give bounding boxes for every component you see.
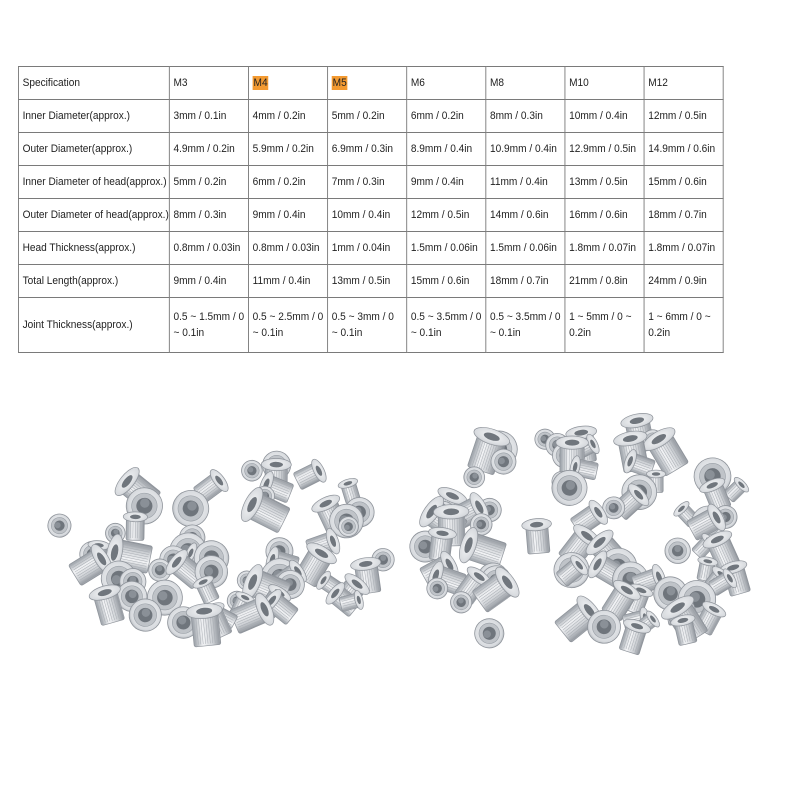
table-cell: 1.5mm / 0.06in xyxy=(407,232,486,265)
row-label: Head Thickness(approx.) xyxy=(18,232,169,265)
size-label: M8 xyxy=(489,77,505,89)
table-cell: 8mm / 0.3in xyxy=(169,199,248,232)
table-cell: 0.5 ~ 2.5mm / 0 ~ 0.1in xyxy=(248,298,327,353)
table-cell: 1.5mm / 0.06in xyxy=(486,232,565,265)
size-label: M4 xyxy=(253,77,268,89)
header-size-m6 xyxy=(407,67,486,100)
table-cell: 9mm / 0.4in xyxy=(407,166,486,199)
rivet-pile-left xyxy=(44,445,399,647)
spec-table-body xyxy=(18,67,723,353)
rivet-nut xyxy=(240,459,264,483)
size-label: M5 xyxy=(332,77,347,89)
row-label: Inner Diameter of head(approx.) xyxy=(18,166,169,199)
table-cell: 1mm / 0.04in xyxy=(328,232,407,265)
header-size-m12 xyxy=(644,67,723,100)
table-cell: 7mm / 0.3in xyxy=(328,166,407,199)
header-size-m5 xyxy=(328,67,407,100)
table-cell: 12.9mm / 0.5in xyxy=(565,133,644,166)
table-cell: 0.5 ~ 3mm / 0 ~ 0.1in xyxy=(328,298,407,353)
rivet-nut xyxy=(660,533,696,569)
size-label: M3 xyxy=(173,77,188,89)
table-cell: 0.5 ~ 3.5mm / 0 ~ 0.1in xyxy=(486,298,565,353)
table-cell: 8mm / 0.3in xyxy=(486,100,565,133)
row-label: Inner Diameter(approx.) xyxy=(18,100,169,133)
table-cell: 11mm / 0.4in xyxy=(486,166,565,199)
table-cell: 5.9mm / 0.2in xyxy=(248,133,327,166)
table-cell: 10.9mm / 0.4in xyxy=(486,133,565,166)
table-cell: 4.9mm / 0.2in xyxy=(169,133,248,166)
rivet-pile-right xyxy=(406,411,754,656)
table-cell: 15mm / 0.6in xyxy=(407,265,486,298)
table-cell: 6mm / 0.2in xyxy=(248,166,327,199)
size-label: M10 xyxy=(569,77,589,89)
table-cell: 8.9mm / 0.4in xyxy=(407,133,486,166)
table-header-row xyxy=(18,67,723,100)
table-cell: 6mm / 0.2in xyxy=(407,100,486,133)
table-cell: 11mm / 0.4in xyxy=(248,265,327,298)
table-cell: 14.9mm / 0.6in xyxy=(644,133,723,166)
table-cell: 18mm / 0.7in xyxy=(486,265,565,298)
table-cell: 14mm / 0.6in xyxy=(486,199,565,232)
table-cell: 6.9mm / 0.3in xyxy=(328,133,407,166)
row-label: Total Length(approx.) xyxy=(18,265,169,298)
row-label: Outer Diameter(approx.) xyxy=(18,133,169,166)
table-cell: 5mm / 0.2in xyxy=(169,166,248,199)
row-label: Joint Thickness(approx.) xyxy=(18,298,169,353)
header-specification: Specification xyxy=(18,67,169,100)
table-row xyxy=(18,133,723,166)
header-size-m10 xyxy=(565,67,644,100)
table-cell: 0.5 ~ 3.5mm / 0 ~ 0.1in xyxy=(407,298,486,353)
size-label: M12 xyxy=(648,77,668,89)
table-cell: 12mm / 0.5in xyxy=(407,199,486,232)
table-cell: 9mm / 0.4in xyxy=(248,199,327,232)
table-row xyxy=(18,166,723,199)
table-cell: 0.5 ~ 1.5mm / 0 ~ 0.1in xyxy=(169,298,248,353)
rivet-nut xyxy=(44,510,76,542)
table-cell: 24mm / 0.9in xyxy=(644,265,723,298)
table-cell: 1.8mm / 0.07in xyxy=(644,232,723,265)
table-cell: 3mm / 0.1in xyxy=(169,100,248,133)
rivet-nuts-photo xyxy=(0,340,800,700)
table-row xyxy=(18,100,723,133)
rivet-nut xyxy=(123,512,148,541)
header-size-m4 xyxy=(248,67,327,100)
header-size-m3 xyxy=(169,67,248,100)
table-cell: 16mm / 0.6in xyxy=(565,199,644,232)
rivet-nut xyxy=(470,614,508,652)
table-cell: 1 ~ 5mm / 0 ~ 0.2in xyxy=(565,298,644,353)
row-label: Outer Diameter of head(approx.) xyxy=(18,199,169,232)
table-cell: 12mm / 0.5in xyxy=(644,100,723,133)
table-cell: 9mm / 0.4in xyxy=(169,265,248,298)
size-label: M6 xyxy=(410,77,425,89)
rivet-nut xyxy=(521,517,554,554)
table-cell: 4mm / 0.2in xyxy=(248,100,327,133)
table-row xyxy=(18,199,723,232)
header-size-m8 xyxy=(486,67,565,100)
table-cell: 10mm / 0.4in xyxy=(328,199,407,232)
table-row xyxy=(18,232,723,265)
table-row xyxy=(18,265,723,298)
table-cell: 15mm / 0.6in xyxy=(644,166,723,199)
table-cell: 5mm / 0.2in xyxy=(328,100,407,133)
table-cell: 18mm / 0.7in xyxy=(644,199,723,232)
table-cell: 1 ~ 6mm / 0 ~ 0.2in xyxy=(644,298,723,353)
table-cell: 1.8mm / 0.07in xyxy=(565,232,644,265)
table-cell: 13mm / 0.5in xyxy=(328,265,407,298)
table-cell: 10mm / 0.4in xyxy=(565,100,644,133)
table-cell: 0.8mm / 0.03in xyxy=(169,232,248,265)
rivet-nut xyxy=(292,457,330,493)
table-cell: 13mm / 0.5in xyxy=(565,166,644,199)
spec-table xyxy=(18,66,724,353)
table-cell: 21mm / 0.8in xyxy=(565,265,644,298)
table-cell: 0.8mm / 0.03in xyxy=(248,232,327,265)
